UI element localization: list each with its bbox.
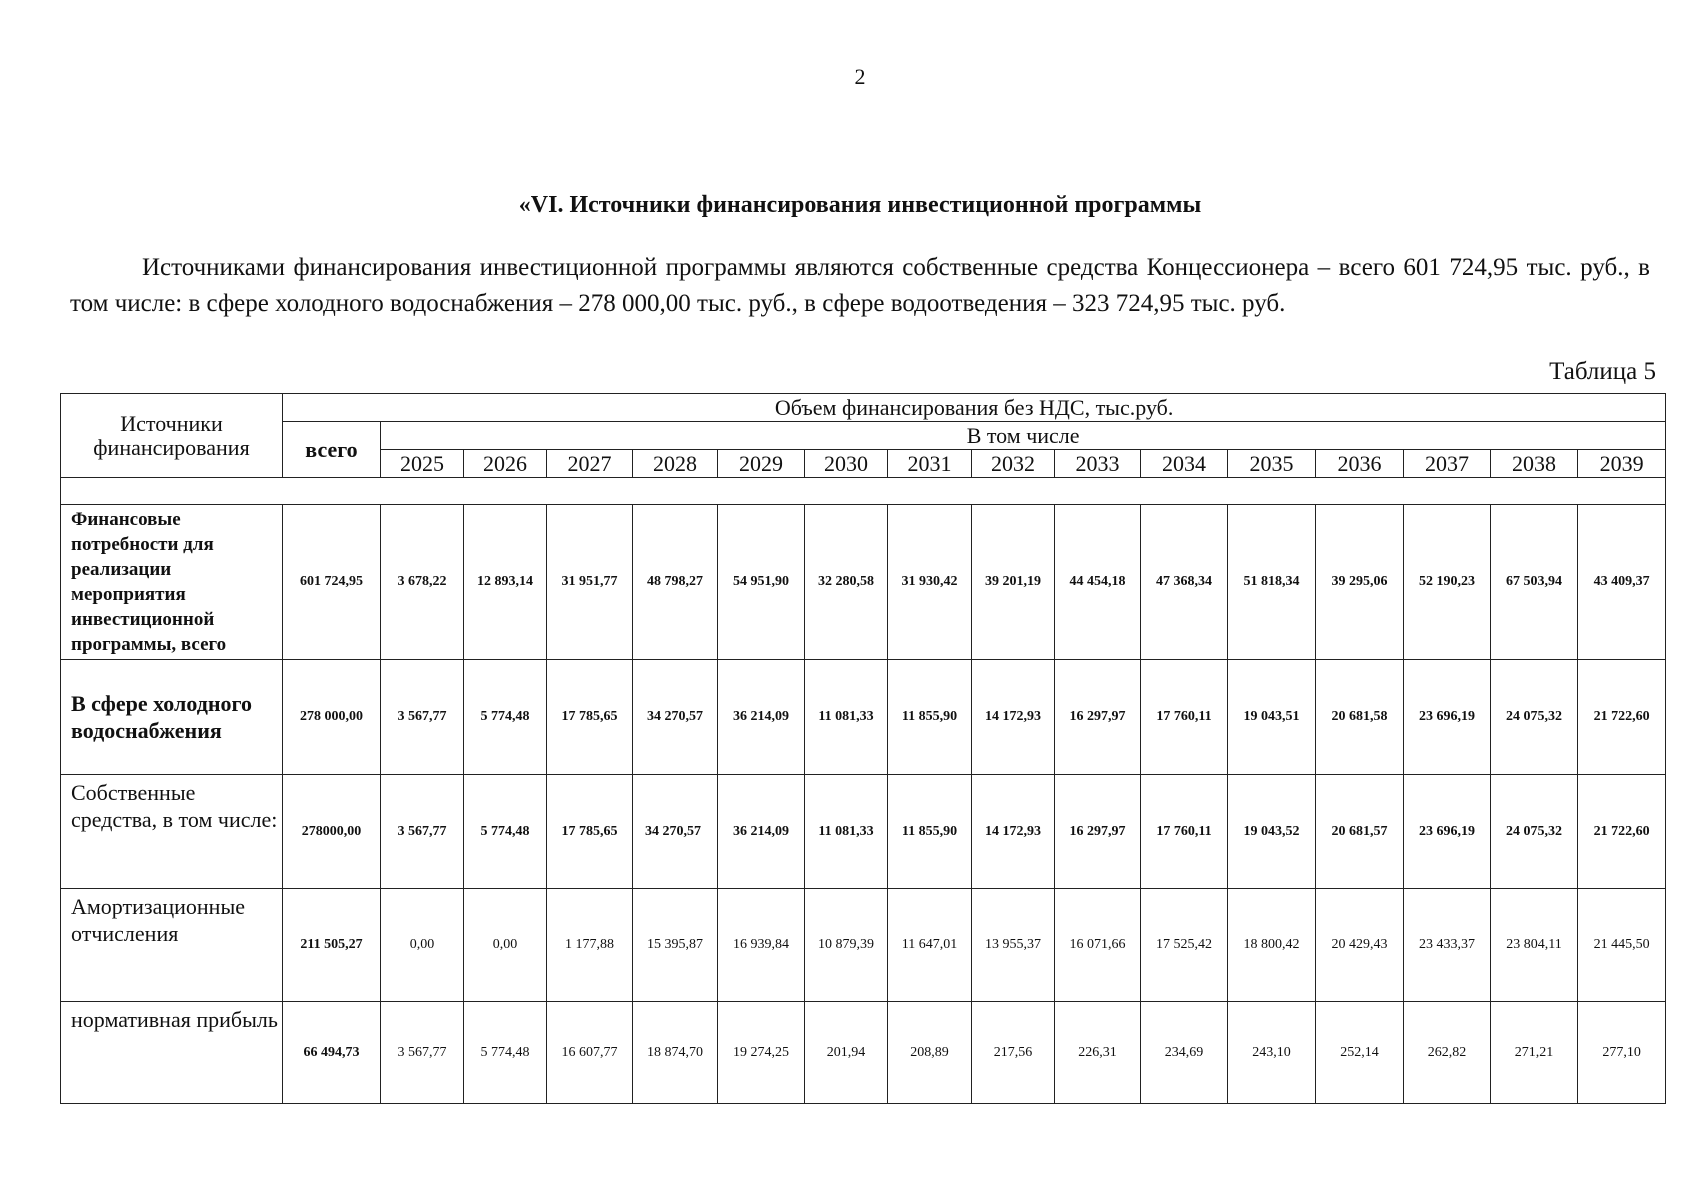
- value-cell: 277,10: [1578, 1002, 1666, 1104]
- intro-paragraph: Источниками финансирования инвестиционной программы являются собственные средства Концессионера – всего 601 724,95 тыс. руб., в том числе: в сфере холодного водоснабжения – 278 000,00 тыс. руб., в сфере водоотведения – 323 724,95 тыс. руб.: [70, 254, 1650, 317]
- value-cell: 19 043,52: [1228, 775, 1316, 889]
- year-cell: 2027: [547, 450, 633, 478]
- year-cell: 2033: [1055, 450, 1141, 478]
- value-cell: 21 722,60: [1578, 660, 1666, 775]
- row-total: 66 494,73: [283, 1002, 381, 1104]
- value-cell: 34 270,57: [633, 775, 718, 889]
- value-cell: 11 647,01: [888, 889, 972, 1002]
- year-cell: 2036: [1316, 450, 1404, 478]
- header-source: Источники финансирования: [61, 394, 283, 478]
- value-cell: 14 172,93: [972, 775, 1055, 889]
- value-cell: 36 214,09: [718, 775, 805, 889]
- value-cell: 54 951,90: [718, 505, 805, 660]
- value-cell: 262,82: [1404, 1002, 1491, 1104]
- row-total: 601 724,95: [283, 505, 381, 660]
- value-cell: 23 696,19: [1404, 775, 1491, 889]
- year-cell: 2030: [805, 450, 888, 478]
- row-label: Амортизационные отчисления: [61, 889, 283, 1002]
- value-cell: 20 681,58: [1316, 660, 1404, 775]
- row-label: В сфере холодного водоснабжения: [61, 660, 283, 775]
- value-cell: 23 433,37: [1404, 889, 1491, 1002]
- value-cell: 3 567,77: [381, 1002, 464, 1104]
- value-cell: 19 043,51: [1228, 660, 1316, 775]
- value-cell: 52 190,23: [1404, 505, 1491, 660]
- table-row: [61, 505, 1666, 660]
- year-cell: 2031: [888, 450, 972, 478]
- row-label: нормативная прибыль: [61, 1002, 283, 1104]
- value-cell: 18 800,42: [1228, 889, 1316, 1002]
- value-cell: 43 409,37: [1578, 505, 1666, 660]
- value-cell: 34 270,57: [633, 660, 718, 775]
- table-label: Таблица 5: [1549, 358, 1656, 385]
- value-cell: 48 798,27: [633, 505, 718, 660]
- value-cell: 32 280,58: [805, 505, 888, 660]
- value-cell: 44 454,18: [1055, 505, 1141, 660]
- value-cell: 17 785,65: [547, 775, 633, 889]
- value-cell: 13 955,37: [972, 889, 1055, 1002]
- table-row: [61, 1002, 1666, 1104]
- page-number: 2: [854, 64, 866, 89]
- value-cell: 243,10: [1228, 1002, 1316, 1104]
- value-cell: 16 939,84: [718, 889, 805, 1002]
- value-cell: 3 567,77: [381, 660, 464, 775]
- value-cell: 17 785,65: [547, 660, 633, 775]
- value-cell: 16 607,77: [547, 1002, 633, 1104]
- year-cell: 2032: [972, 450, 1055, 478]
- year-cell: 2035: [1228, 450, 1316, 478]
- value-cell: 12 893,14: [464, 505, 547, 660]
- value-cell: 11 855,90: [888, 775, 972, 889]
- value-cell: 252,14: [1316, 1002, 1404, 1104]
- table-row: [61, 660, 1666, 775]
- year-cell: 2026: [464, 450, 547, 478]
- value-cell: 0,00: [381, 889, 464, 1002]
- value-cell: 11 081,33: [805, 775, 888, 889]
- value-cell: 226,31: [1055, 1002, 1141, 1104]
- value-cell: 20 681,57: [1316, 775, 1404, 889]
- value-cell: 20 429,43: [1316, 889, 1404, 1002]
- value-cell: 47 368,34: [1141, 505, 1228, 660]
- year-cell: 2029: [718, 450, 805, 478]
- value-cell: 208,89: [888, 1002, 972, 1104]
- value-cell: 16 297,97: [1055, 660, 1141, 775]
- value-cell: 217,56: [972, 1002, 1055, 1104]
- table-row: [61, 889, 1666, 1002]
- value-cell: 5 774,48: [464, 775, 547, 889]
- year-cell: 2038: [1491, 450, 1578, 478]
- value-cell: 3 678,22: [381, 505, 464, 660]
- value-cell: 36 214,09: [718, 660, 805, 775]
- header-including: В том числе: [381, 422, 1666, 450]
- value-cell: 5 774,48: [464, 1002, 547, 1104]
- financing-table: [60, 393, 1666, 1104]
- value-cell: 23 804,11: [1491, 889, 1578, 1002]
- value-cell: 31 930,42: [888, 505, 972, 660]
- value-cell: 51 818,34: [1228, 505, 1316, 660]
- year-cell: 2037: [1404, 450, 1491, 478]
- value-cell: 11 081,33: [805, 660, 888, 775]
- value-cell: 10 879,39: [805, 889, 888, 1002]
- header-total: всего: [283, 422, 381, 478]
- year-cell: 2028: [633, 450, 718, 478]
- value-cell: 23 696,19: [1404, 660, 1491, 775]
- row-total: 211 505,27: [283, 889, 381, 1002]
- table-row: [61, 775, 1666, 889]
- value-cell: 234,69: [1141, 1002, 1228, 1104]
- value-cell: 201,94: [805, 1002, 888, 1104]
- value-cell: 15 395,87: [633, 889, 718, 1002]
- row-label: Финансовые потребности для реализации мероприятия инвестиционной программы, всего: [61, 505, 283, 660]
- value-cell: 17 760,11: [1141, 775, 1228, 889]
- value-cell: 18 874,70: [633, 1002, 718, 1104]
- value-cell: 17 760,11: [1141, 660, 1228, 775]
- value-cell: 24 075,32: [1491, 660, 1578, 775]
- value-cell: 14 172,93: [972, 660, 1055, 775]
- value-cell: 21 445,50: [1578, 889, 1666, 1002]
- value-cell: 21 722,60: [1578, 775, 1666, 889]
- value-cell: 16 071,66: [1055, 889, 1141, 1002]
- value-cell: 67 503,94: [1491, 505, 1578, 660]
- value-cell: 17 525,42: [1141, 889, 1228, 1002]
- spacer-row: [61, 478, 1666, 505]
- value-cell: 16 297,97: [1055, 775, 1141, 889]
- header-volume: Объем финансирования без НДС, тыс.руб.: [283, 394, 1666, 422]
- value-cell: 5 774,48: [464, 660, 547, 775]
- value-cell: 3 567,77: [381, 775, 464, 889]
- value-cell: 24 075,32: [1491, 775, 1578, 889]
- value-cell: 0,00: [464, 889, 547, 1002]
- row-total: 278000,00: [283, 775, 381, 889]
- value-cell: 1 177,88: [547, 889, 633, 1002]
- year-cell: 2039: [1578, 450, 1666, 478]
- value-cell: 31 951,77: [547, 505, 633, 660]
- value-cell: 11 855,90: [888, 660, 972, 775]
- value-cell: 19 274,25: [718, 1002, 805, 1104]
- row-label: Собственные средства, в том числе:: [61, 775, 283, 889]
- year-cell: 2025: [381, 450, 464, 478]
- value-cell: 39 295,06: [1316, 505, 1404, 660]
- spacer-cell: [61, 478, 1666, 505]
- value-cell: 271,21: [1491, 1002, 1578, 1104]
- year-cell: 2034: [1141, 450, 1228, 478]
- value-cell: 39 201,19: [972, 505, 1055, 660]
- section-heading: «VI. Источники финансирования инвестиционной программы: [518, 192, 1202, 218]
- row-total: 278 000,00: [283, 660, 381, 775]
